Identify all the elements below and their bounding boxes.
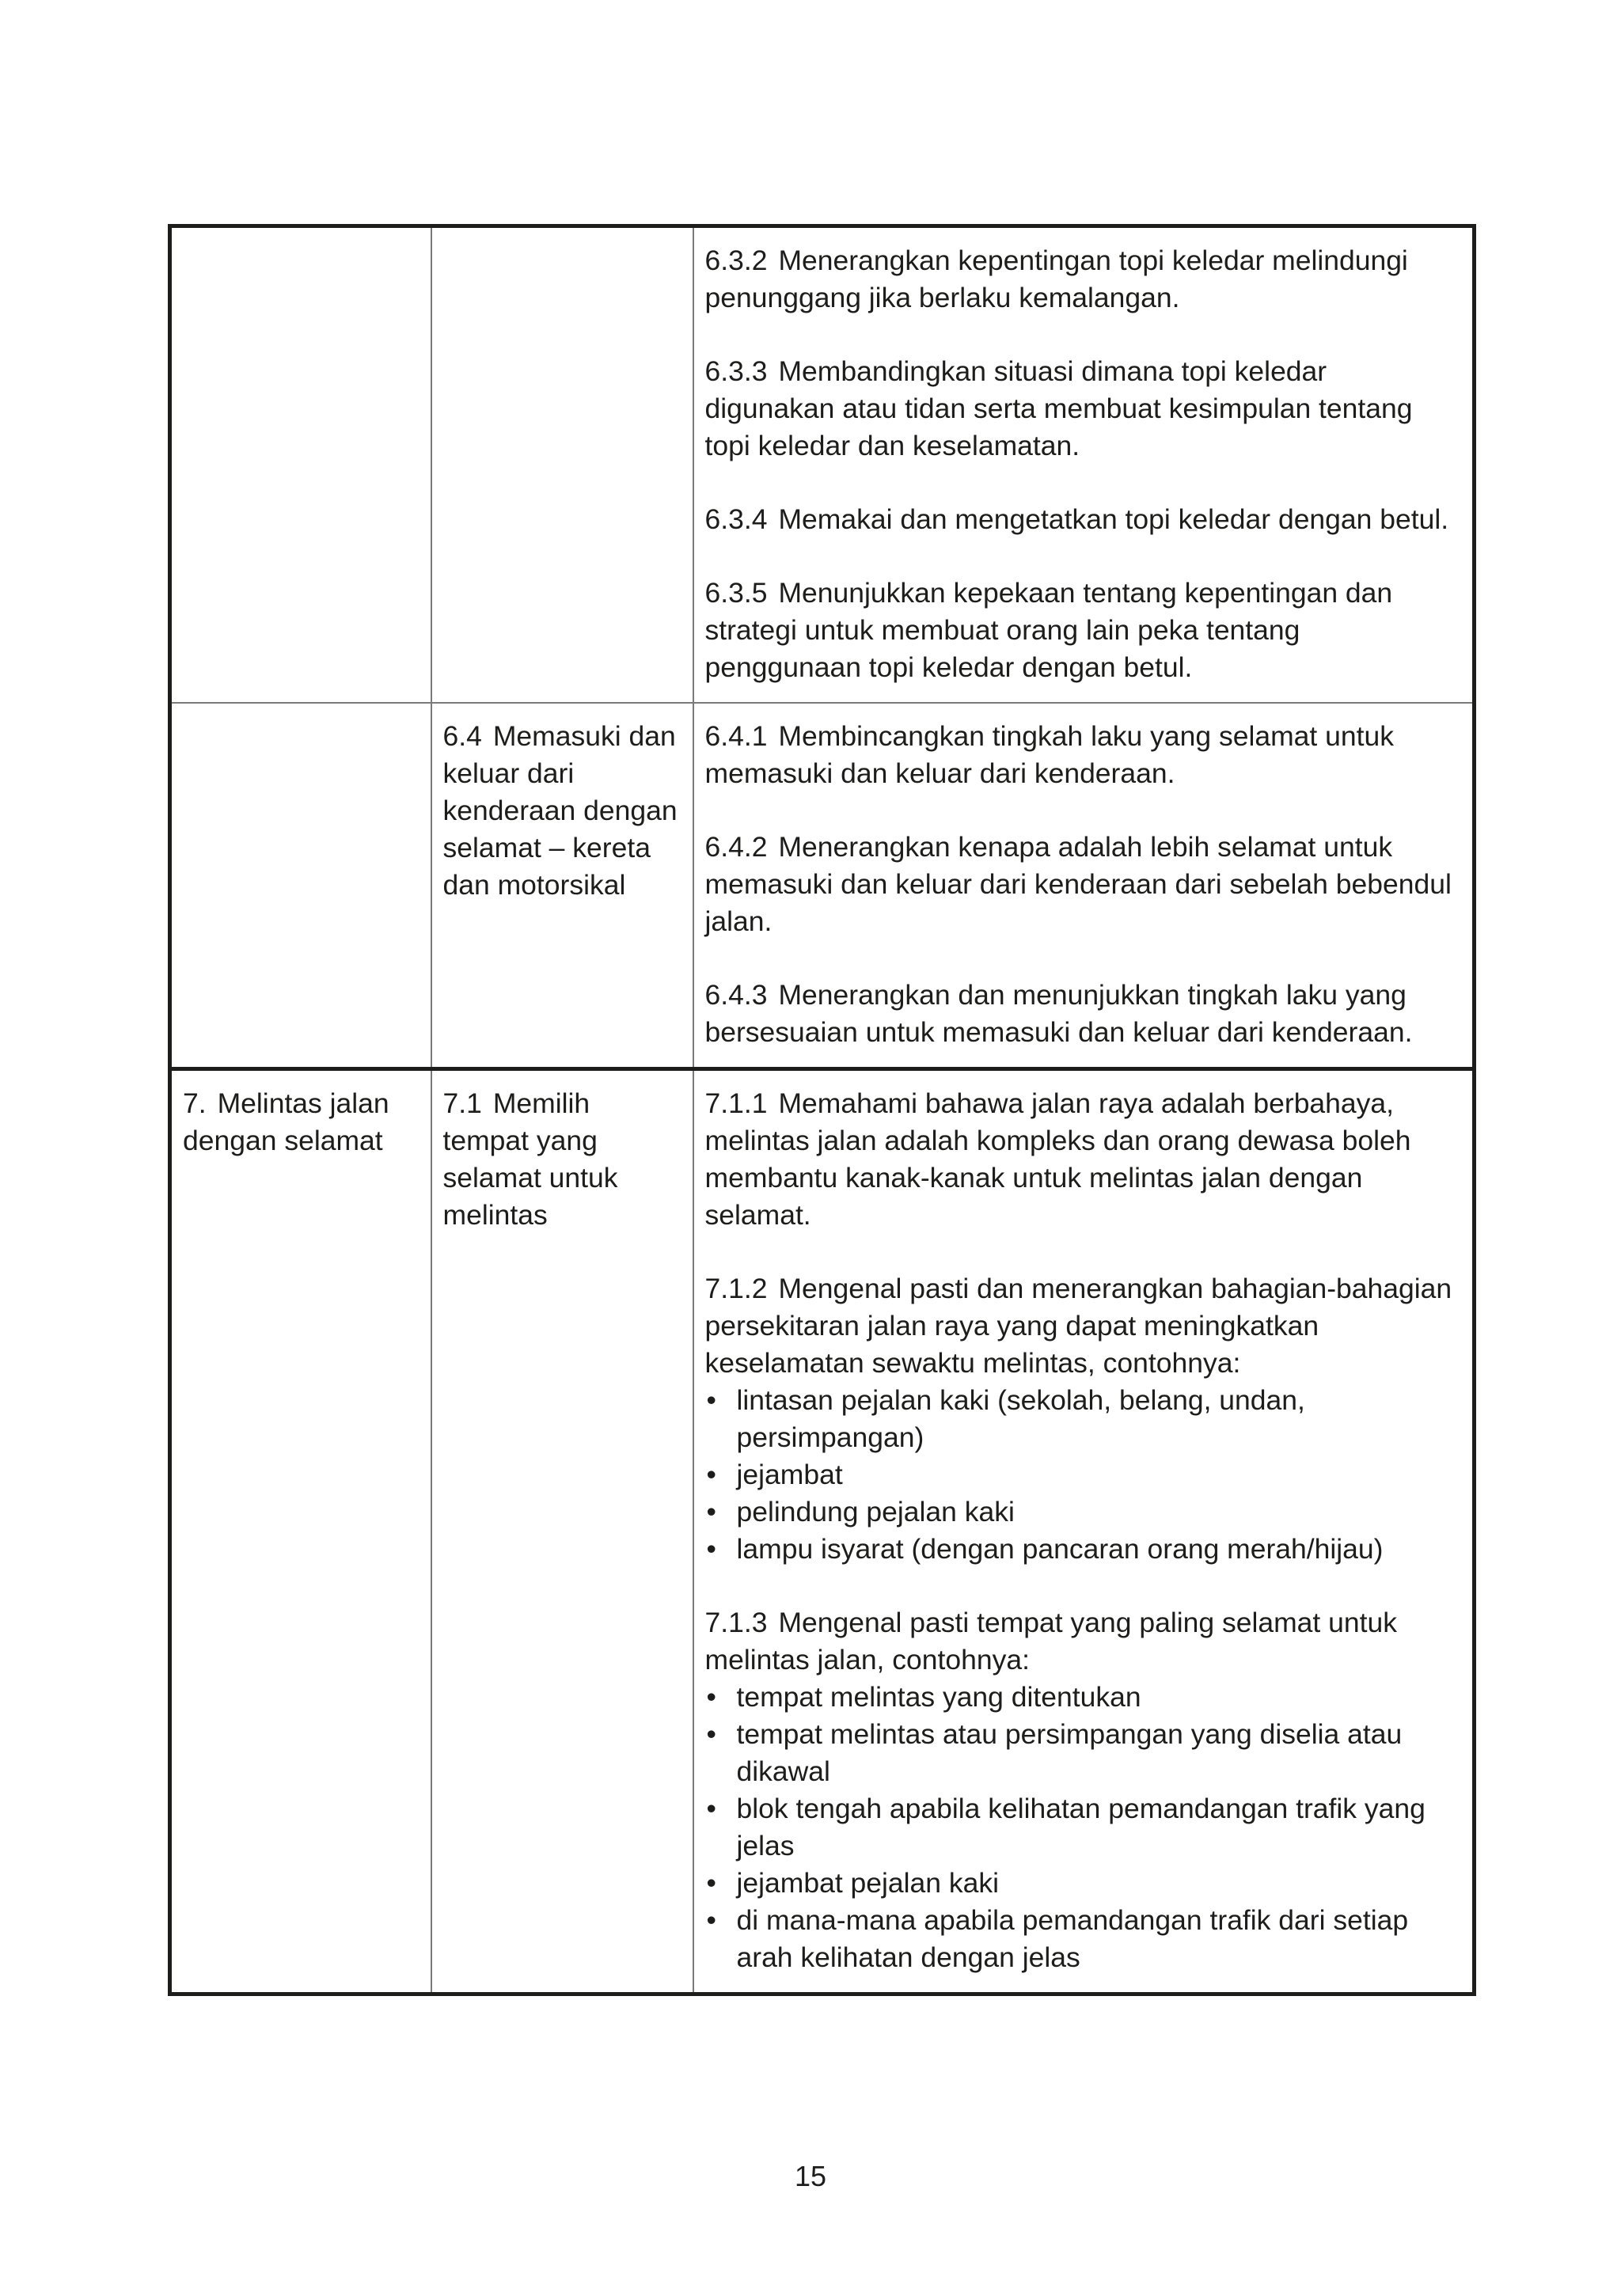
bullet-list (705, 1382, 1462, 1568)
learning-outcomes-cell (693, 226, 1475, 704)
outcome-item (705, 718, 1462, 792)
outcome-code: 7.1.2 (704, 1273, 768, 1304)
outcome-text: Mengenal pasti tempat yang paling selamat untuk melintas jalan, contohnya: (704, 1607, 1397, 1676)
list-item: • lampu isyarat (dengan pancaran orang merah/hijau) (705, 1531, 1462, 1568)
outcome-text: Menunjukkan kepekaan tentang kepentingan dan strategi untuk membuat orang lain peka tentang penggunaan topi keledar dengan betul. (704, 577, 1393, 683)
outcome-code: 6.3.2 (704, 245, 768, 276)
outcome-item (705, 242, 1462, 317)
outcome-text: Memahami bahawa jalan raya adalah berbahaya, melintas jalan adalah kompleks dan orang dewasa boleh membantu kanak-kanak untuk melintas jalan dengan selamat. (704, 1087, 1411, 1231)
outcome-item (705, 977, 1462, 1051)
outcome-item (705, 1270, 1462, 1568)
outcome-text: Membandingkan situasi dimana topi keledar digunakan atau tidan serta membuat kesimpulan tentang topi keledar dan keselamatan. (704, 355, 1413, 461)
subtopic-cell (431, 1069, 693, 1994)
outcome-code: 6.3.5 (704, 577, 768, 609)
list-item: • di mana-mana apabila pemandangan trafik dari setiap arah kelihatan dengan jelas (705, 1902, 1462, 1976)
outcome-code: 6.4.3 (704, 979, 768, 1011)
list-item: • tempat melintas atau persimpangan yang diselia atau dikawal (705, 1716, 1462, 1790)
list-item: • tempat melintas yang ditentukan (705, 1679, 1462, 1716)
outcome-text: Menerangkan kepentingan topi keledar melindungi penunggang jika berlaku kemalangan. (704, 245, 1408, 313)
table-row (170, 703, 1475, 1069)
outcome-code: 7.1.3 (704, 1607, 768, 1638)
table-row (170, 1069, 1475, 1994)
list-item: • jejambat pejalan kaki (705, 1865, 1462, 1902)
list-item: • pelindung pejalan kaki (705, 1493, 1462, 1531)
outcome-item (705, 1085, 1462, 1234)
outcome-item (705, 575, 1462, 686)
subtopic-text: Memilih tempat yang selamat untuk melintas (442, 1087, 618, 1231)
bullet-list (705, 1679, 1462, 1976)
outcome-code: 6.4.1 (704, 720, 768, 752)
outcome-text: Menerangkan kenapa adalah lebih selamat untuk memasuki dan keluar dari kenderaan dari sebelah bebendul jalan. (704, 831, 1452, 937)
outcome-item (705, 353, 1462, 465)
list-item: • blok tengah apabila kelihatan pemandangan trafik yang jelas (705, 1790, 1462, 1865)
list-item: • lintasan pejalan kaki (sekolah, belang, undan, persimpangan) (705, 1382, 1462, 1456)
list-item: • jejambat (705, 1456, 1462, 1493)
topic-cell (170, 703, 431, 1069)
outcome-item (705, 829, 1462, 940)
outcome-item (705, 1604, 1462, 1976)
subtopic-text: Memasuki dan keluar dari kenderaan dengan selamat – kereta dan motorsikal (442, 720, 678, 901)
page-number: 15 (794, 2160, 827, 2192)
outcome-text: Menerangkan dan menunjukkan tingkah laku yang bersesuaian untuk memasuki dan keluar dari kenderaan. (704, 979, 1413, 1048)
outcome-item (705, 501, 1462, 538)
subtopic-cell (431, 226, 693, 704)
outcome-code: 7.1.1 (704, 1087, 768, 1119)
outcome-text: Mengenal pasti dan menerangkan bahagian-bahagian persekitaran jalan raya yang dapat meningkatkan keselamatan sewaktu melintas, contohnya: (704, 1273, 1452, 1379)
outcome-text: Memakai dan mengetatkan topi keledar dengan betul. (778, 503, 1449, 535)
topic-cell (170, 1069, 431, 1994)
outcome-code: 6.4.2 (704, 831, 768, 863)
learning-outcomes-cell (693, 703, 1475, 1069)
subtopic-code: 6.4 (442, 720, 482, 752)
outcome-code: 6.3.3 (704, 355, 768, 387)
outcome-code: 6.3.4 (704, 503, 768, 535)
table-row (170, 226, 1475, 704)
subtopic-cell (431, 703, 693, 1069)
curriculum-table (168, 224, 1476, 1996)
outcome-text: Membincangkan tingkah laku yang selamat untuk memasuki dan keluar dari kenderaan. (704, 720, 1394, 789)
learning-outcomes-cell (693, 1069, 1475, 1994)
topic-cell (170, 226, 431, 704)
topic-code: 7. (183, 1087, 207, 1119)
topic-text: Melintas jalan dengan selamat (183, 1087, 389, 1156)
subtopic-code: 7.1 (442, 1087, 482, 1119)
